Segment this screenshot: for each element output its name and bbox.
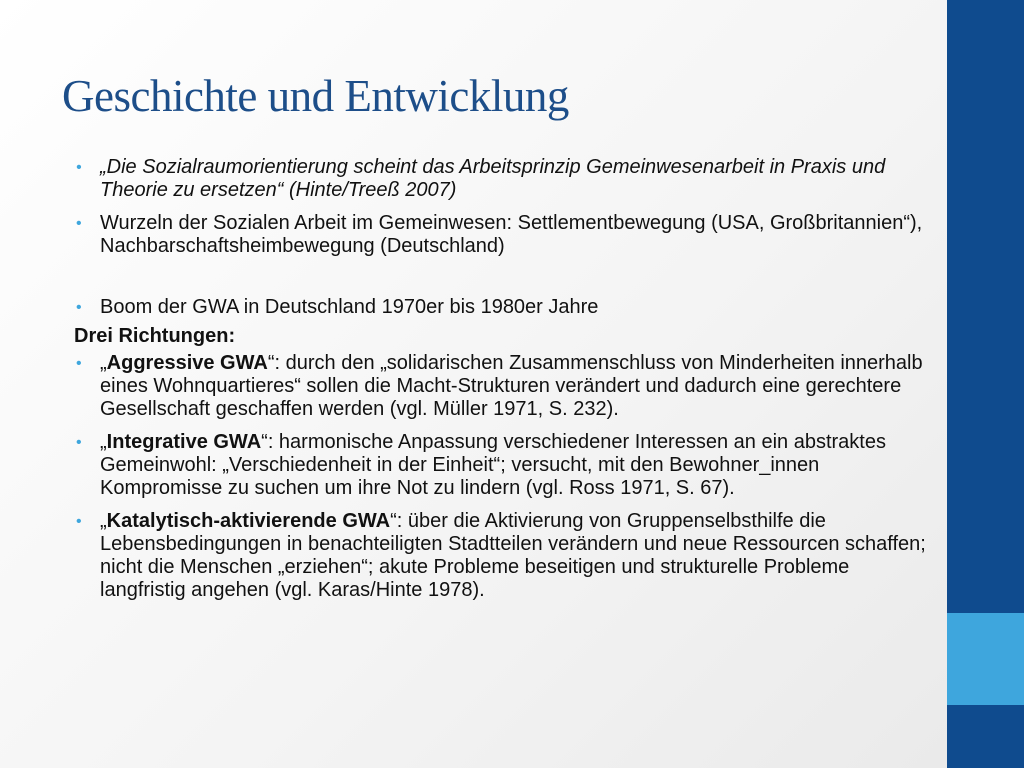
bullet-roots [74, 212, 936, 258]
bullet-quote [74, 156, 936, 202]
slide-title: Geschichte und Entwicklung [62, 71, 569, 121]
section-heading: Drei Richtungen: [74, 325, 236, 347]
bullet-dot-icon: • [76, 159, 82, 176]
bullet-boom [74, 296, 936, 319]
bullet-text: Wurzeln der Sozialen Arbeit im Gemeinwesen: Settlementbewegung (USA, Großbritannien“), Nachbarschaftsheimbewegung (Deutschland) [100, 212, 923, 257]
direction-term: Integrative GWA [106, 431, 262, 453]
direction-text: “: harmonische Anpassung verschiedener Interessen an ein abstraktes Gemeinwohl: „Verschiedenheit in der Einheit“; versucht, mit den Bewohner_innen Kompromisse zu suchen um ihre Not zu lindern (vgl. Ross 1971, S. 67). [100, 431, 886, 499]
bullet-text: „Die Sozialraumorientierung scheint das Arbeitsprinzip Gemeinwesenarbeit in Praxis und Theorie zu ersetzen“ (Hinte/Treeß 2007) [100, 156, 886, 201]
direction-prefix: „ [100, 431, 107, 453]
bullet-dot-icon: • [76, 215, 82, 232]
bullet-text: Boom der GWA in Deutschland 1970er bis 1980er Jahre [100, 296, 599, 318]
direction-item [74, 510, 936, 602]
direction-item [74, 431, 936, 500]
bullet-dot-icon: • [76, 355, 82, 372]
direction-text: “: über die Aktivierung von Gruppenselbsthilfe die Lebensbedingungen in benachteiligten Stadtteilen verändern und neue Ressourcen schaffen; nicht die Menschen „erziehen“; akute Probleme beseitigen und strukturelle Probleme langfristig angehen (vgl. Karas/Hinte 1978). [100, 510, 926, 601]
direction-item [74, 352, 936, 421]
sidebar-accent-block [947, 613, 1024, 705]
direction-prefix: „ [100, 352, 107, 374]
direction-term: Katalytisch-aktivierende GWA [106, 510, 391, 532]
bullet-dot-icon: • [76, 513, 82, 530]
bullet-dot-icon: • [76, 434, 82, 451]
bullet-dot-icon: • [76, 299, 82, 316]
direction-term: Aggressive GWA [106, 352, 268, 374]
slide-content [74, 156, 936, 602]
direction-text: “: durch den „solidarischen Zusammenschluss von Minderheiten innerhalb eines Wohnquartieres“ sollen die Macht-Strukturen verändert und dadurch eine gerechtere Gesellschaft geschaffen werden (vgl. Müller 1971, S. 232). [100, 352, 923, 420]
direction-prefix: „ [100, 510, 107, 532]
